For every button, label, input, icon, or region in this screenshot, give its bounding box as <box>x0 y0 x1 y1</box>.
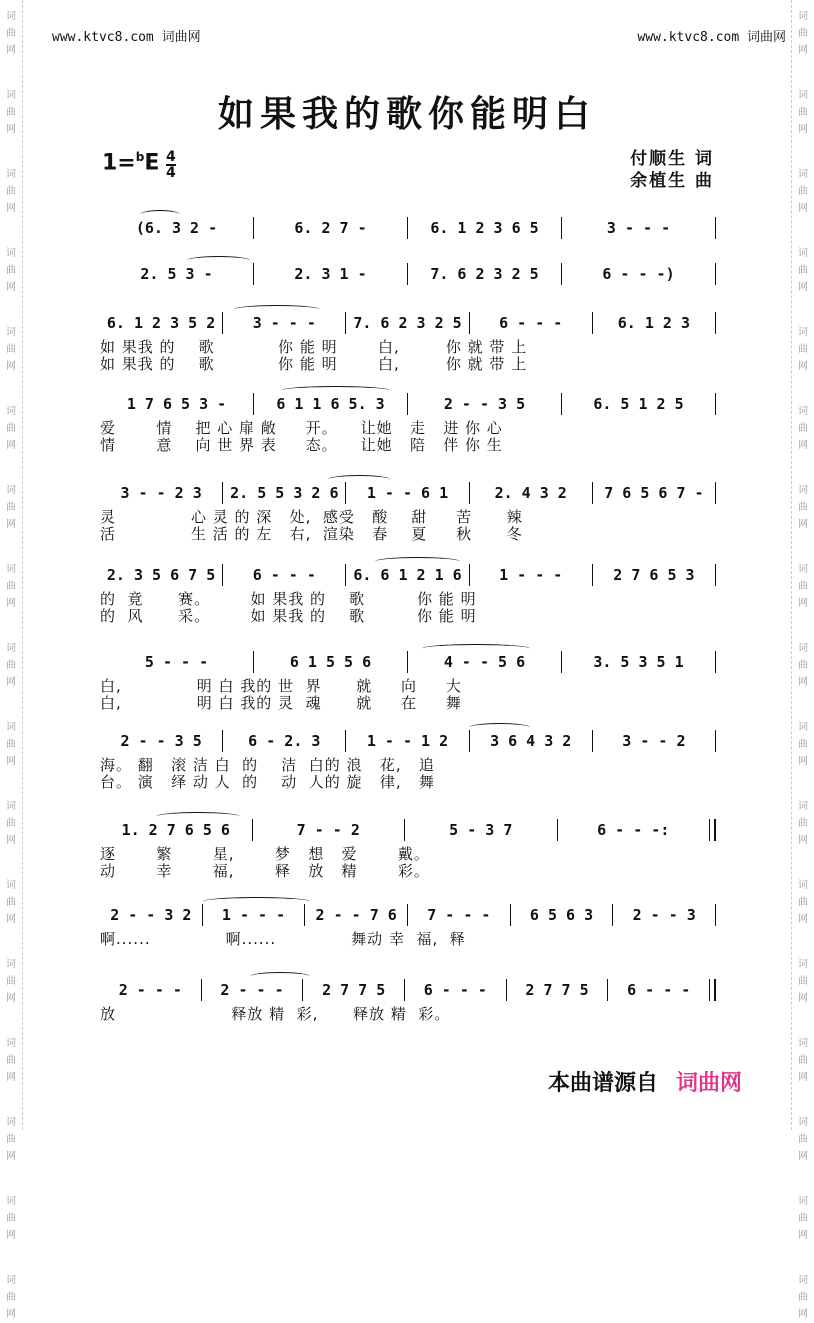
watermark-group <box>792 956 814 1007</box>
watermark-char: 曲 <box>6 739 16 750</box>
watermark-char: 网 <box>798 45 808 56</box>
bar-line <box>709 979 716 1001</box>
watermark-char: 词 <box>6 959 16 970</box>
watermark-char: 网 <box>798 756 808 767</box>
time-signature <box>166 150 176 180</box>
watermark-char: 词 <box>798 643 808 654</box>
watermark-char: 曲 <box>798 1134 808 1145</box>
watermark-char: 曲 <box>6 660 16 671</box>
watermark-char: 词 <box>6 406 16 417</box>
lyric-line-2: 台。 演 绎 动 人 的 动 人的 旋 律, 舞 <box>100 773 435 791</box>
measure: 2 - - 3 5 <box>443 395 526 413</box>
watermark-group <box>0 719 22 770</box>
slur-mark <box>328 475 390 484</box>
measure: 3. 5 3 5 1 <box>593 653 684 671</box>
watermark-group <box>792 245 814 296</box>
watermark-char: 网 <box>798 1072 808 1083</box>
watermark-char: 词 <box>798 801 808 812</box>
slur-mark <box>140 210 180 219</box>
watermark-char: 词 <box>798 90 808 101</box>
watermark-char: 网 <box>6 677 16 688</box>
measure: 2 7 6 5 3 <box>613 566 695 584</box>
lyric-line-1: 啊...... 啊...... 舞动 幸 福, 释 <box>100 930 466 948</box>
watermark-char: 网 <box>798 1151 808 1162</box>
measure: 2 - - 3 2 <box>110 906 192 924</box>
measure: 6 - 2. 3 <box>248 732 321 750</box>
watermark-char: 词 <box>798 169 808 180</box>
watermark-group <box>0 166 22 217</box>
lyric-line-1: 海。 翻 滚 洁 白 的 洁 白的 浪 花, 追 <box>100 756 435 774</box>
staff-row <box>100 481 716 505</box>
measure: 6 - - - <box>499 314 563 332</box>
watermark-char: 曲 <box>798 28 808 39</box>
watermark-char: 网 <box>798 835 808 846</box>
watermark-group <box>0 482 22 533</box>
footer-source-label: 本曲谱源自 <box>548 1071 659 1096</box>
watermark-char: 网 <box>6 1230 16 1241</box>
site-url-right[interactable]: www.ktvc8.com 词曲网 <box>637 30 786 45</box>
watermark-char: 曲 <box>6 502 16 513</box>
watermark-char: 网 <box>6 598 16 609</box>
measure: 7. 6 2 3 2 5 <box>430 265 539 283</box>
watermark-char: 网 <box>6 1309 16 1320</box>
watermark-char: 词 <box>6 90 16 101</box>
watermark-char: 词 <box>6 880 16 891</box>
lyric-line-1: 如 果我 的 歌 你 能 明 白, 你 就 带 上 <box>100 338 528 356</box>
measure: 2 - - - <box>220 981 284 999</box>
site-url-left[interactable]: www.ktvc8.com 词曲网 <box>52 30 201 45</box>
bar-line <box>715 482 716 504</box>
watermark-char: 词 <box>798 1196 808 1207</box>
measure: 2. 4 3 2 <box>494 484 567 502</box>
measure: 4 - - 5 6 <box>443 653 526 671</box>
watermark-char: 网 <box>798 1309 808 1320</box>
watermark-group <box>792 877 814 928</box>
bar-line <box>715 217 716 239</box>
bar-line <box>715 904 716 926</box>
watermark-group <box>792 166 814 217</box>
lyric-line-2: 情 意 向 世 界 表 态。 让她 陪 伴 你 生 <box>100 436 503 454</box>
bar-line <box>715 730 716 752</box>
watermark-char: 曲 <box>798 186 808 197</box>
measure: 2 7 7 5 <box>525 981 589 999</box>
watermark-group <box>0 1272 22 1323</box>
measure: 3 - - - <box>606 219 671 237</box>
measure: 6 5 6 3 <box>529 906 594 924</box>
measure: 7 - - - <box>427 906 491 924</box>
watermark-char: 曲 <box>6 423 16 434</box>
slur-mark <box>203 897 310 906</box>
lyricist-credit: 付顺生 词 <box>630 149 714 169</box>
watermark-char: 词 <box>798 959 808 970</box>
watermark-char: 词 <box>6 643 16 654</box>
watermark-char: 曲 <box>798 265 808 276</box>
bar-line <box>709 819 716 841</box>
staff-row <box>100 563 716 587</box>
watermark-char: 曲 <box>6 897 16 908</box>
measure: 1 - - 6 1 <box>366 484 449 502</box>
bar-line <box>715 564 716 586</box>
watermark-char: 词 <box>6 169 16 180</box>
watermark-char: 网 <box>798 677 808 688</box>
watermark-group <box>792 1114 814 1165</box>
measure: 6 1 1 6 5. 3 <box>276 395 385 413</box>
watermark-char: 词 <box>6 248 16 259</box>
measure: 2 - - 3 5 <box>120 732 202 750</box>
measure: (6. 3 2 - <box>135 219 218 237</box>
watermark-char: 网 <box>798 598 808 609</box>
watermark-char: 曲 <box>798 423 808 434</box>
lyric-line-1: 爱 情 把 心 扉 敞 开。 让她 走 进 你 心 <box>100 419 503 437</box>
watermark-group <box>0 877 22 928</box>
watermark-group <box>792 1193 814 1244</box>
watermark-char: 曲 <box>6 1213 16 1224</box>
watermark-group <box>792 561 814 612</box>
measure: 1. 2 7 6 5 6 <box>121 821 230 839</box>
watermark-group <box>792 1272 814 1323</box>
watermark-char: 词 <box>798 11 808 22</box>
watermark-char: 曲 <box>798 660 808 671</box>
measure: 6 - - -: <box>597 821 670 839</box>
watermark-char: 词 <box>798 248 808 259</box>
watermark-char: 词 <box>798 1038 808 1049</box>
watermark-char: 词 <box>6 1196 16 1207</box>
watermark-group <box>792 1035 814 1086</box>
watermark-group <box>792 482 814 533</box>
measure: 6. 2 7 - <box>294 219 367 237</box>
watermark-char: 网 <box>6 282 16 293</box>
measure: 2. 5 3 - <box>140 265 213 283</box>
watermark-char: 词 <box>798 880 808 891</box>
slur-mark <box>250 972 310 981</box>
watermark-group <box>792 324 814 375</box>
watermark-char: 曲 <box>6 581 16 592</box>
lyric-line-2: 白, 明 白 我的 灵 魂 就 在 舞 <box>100 694 462 712</box>
watermark-char: 词 <box>6 722 16 733</box>
bar-line <box>715 263 716 285</box>
key-note: E <box>144 150 160 176</box>
lyric-line-1: 灵 心 灵 的 深 处, 感受 酸 甜 苦 辣 <box>100 508 523 526</box>
slur-mark <box>469 723 530 732</box>
key-prefix: 1= <box>102 150 136 176</box>
watermark-char: 曲 <box>798 1213 808 1224</box>
watermark-char: 网 <box>798 361 808 372</box>
measure: 3 - - 2 3 <box>120 484 202 502</box>
watermark-char: 曲 <box>798 818 808 829</box>
watermark-char: 网 <box>798 282 808 293</box>
watermark-char: 曲 <box>798 581 808 592</box>
measure: 2. 3 5 6 7 5 <box>106 566 216 584</box>
watermark-char: 曲 <box>6 186 16 197</box>
watermark-group <box>0 1035 22 1086</box>
measure: 1 7 6 5 3 - <box>126 395 227 413</box>
lyric-line-2: 如 果我 的 歌 你 能 明 白, 你 就 带 上 <box>100 355 528 373</box>
measure: 6. 1 2 3 6 5 <box>430 219 539 237</box>
measure: 2. 3 1 - <box>294 265 367 283</box>
watermark-char: 词 <box>6 1038 16 1049</box>
bar-line <box>715 651 716 673</box>
measure: 3 - - 2 <box>622 732 686 750</box>
key-signature <box>102 150 159 175</box>
watermark-char: 网 <box>798 124 808 135</box>
staff-row <box>100 729 716 753</box>
slur-mark <box>422 644 530 653</box>
watermark-char: 网 <box>798 519 808 530</box>
lyric-line-2: 活 生 活 的 左 右, 渲染 春 夏 秋 冬 <box>100 525 523 543</box>
watermark-char: 网 <box>6 440 16 451</box>
watermark-group <box>792 719 814 770</box>
watermark-char: 网 <box>6 756 16 767</box>
watermark-char: 词 <box>798 327 808 338</box>
left-watermark-strip <box>0 0 23 1320</box>
watermark-char: 网 <box>6 45 16 56</box>
watermark-char: 曲 <box>6 1134 16 1145</box>
staff-row <box>100 216 716 240</box>
measure: 3 6 4 3 2 <box>490 732 572 750</box>
measure: 2 - - 3 <box>632 906 696 924</box>
watermark-char: 网 <box>6 835 16 846</box>
staff-row <box>100 650 716 674</box>
watermark-char: 网 <box>6 1072 16 1083</box>
slur-mark <box>187 256 250 265</box>
watermark-char: 词 <box>798 1117 808 1128</box>
measure: 6. 1 2 3 5 2 <box>106 314 216 332</box>
watermark-char: 网 <box>798 203 808 214</box>
watermark-char: 词 <box>6 485 16 496</box>
meter-top: 4 <box>166 149 176 165</box>
watermark-char: 词 <box>798 564 808 575</box>
watermark-group <box>0 640 22 691</box>
slur-mark <box>234 305 320 314</box>
watermark-char: 词 <box>6 801 16 812</box>
watermark-group <box>0 1193 22 1244</box>
watermark-char: 曲 <box>798 502 808 513</box>
lyric-line-2: 的 风 采。 如 果我 的 歌 你 能 明 <box>100 607 477 625</box>
watermark-char: 网 <box>6 519 16 530</box>
watermark-char: 网 <box>6 361 16 372</box>
watermark-char: 曲 <box>6 344 16 355</box>
staff-row <box>100 311 716 335</box>
measure: 3 - - - <box>252 314 316 332</box>
watermark-char: 网 <box>798 993 808 1004</box>
measure: 5 - 3 7 <box>449 821 513 839</box>
measure: 1 - - - <box>221 906 286 924</box>
watermark-group <box>0 245 22 296</box>
measure: 7 - - 2 <box>296 821 360 839</box>
watermark-char: 词 <box>6 327 16 338</box>
watermark-char: 词 <box>6 564 16 575</box>
watermark-group <box>0 956 22 1007</box>
staff-row <box>100 903 716 927</box>
watermark-char: 词 <box>798 485 808 496</box>
song-title: 如果我的歌你能明白 <box>217 93 596 135</box>
watermark-char: 曲 <box>798 344 808 355</box>
measure: 2 7 7 5 <box>322 981 386 999</box>
watermark-char: 词 <box>798 722 808 733</box>
watermark-char: 词 <box>6 11 16 22</box>
measure: 1 - - - <box>499 566 563 584</box>
composer-credit: 余植生 曲 <box>630 171 714 191</box>
footer-brand-link[interactable]: 词曲网 <box>676 1071 743 1096</box>
watermark-char: 曲 <box>6 107 16 118</box>
lyric-line-2: 动 幸 福, 释 放 精 彩。 <box>100 862 430 880</box>
watermark-char: 词 <box>798 406 808 417</box>
credits <box>630 148 714 192</box>
measure: 6 - - - <box>627 981 691 999</box>
watermark-char: 网 <box>6 1151 16 1162</box>
slur-mark <box>281 386 390 395</box>
watermark-char: 网 <box>798 1230 808 1241</box>
watermark-group <box>0 1114 22 1165</box>
watermark-group <box>0 798 22 849</box>
footer-source <box>548 1066 742 1097</box>
right-watermark-strip <box>791 0 814 1320</box>
watermark-group <box>0 561 22 612</box>
watermark-group <box>792 640 814 691</box>
staff-row <box>100 818 716 842</box>
measure: 7 6 5 6 7 - <box>604 484 704 502</box>
lyric-line-1: 白, 明 白 我的 世 界 就 向 大 <box>100 677 462 695</box>
lyric-line-1: 的 竟 赛。 如 果我 的 歌 你 能 明 <box>100 590 477 608</box>
watermark-char: 网 <box>798 440 808 451</box>
staff-row <box>100 978 716 1002</box>
measure: 1 - - 1 2 <box>366 732 449 750</box>
watermark-group <box>0 324 22 375</box>
watermark-char: 曲 <box>798 1292 808 1303</box>
measure: 6 1 5 5 6 <box>289 653 372 671</box>
measure: 7. 6 2 3 2 5 <box>353 314 462 332</box>
watermark-char: 曲 <box>6 1055 16 1066</box>
watermark-char: 曲 <box>6 265 16 276</box>
meter-bottom: 4 <box>166 165 176 181</box>
bar-line <box>715 312 716 334</box>
watermark-char: 网 <box>6 124 16 135</box>
lyric-line-1: 逐 繁 星, 梦 想 爱 戴。 <box>100 845 430 863</box>
watermark-group <box>0 403 22 454</box>
watermark-group <box>792 403 814 454</box>
measure: 6. 1 2 3 <box>617 314 691 332</box>
watermark-group <box>0 8 22 59</box>
watermark-char: 词 <box>798 1275 808 1286</box>
measure: 6 - - - <box>252 566 316 584</box>
watermark-char: 网 <box>6 993 16 1004</box>
watermark-char: 曲 <box>798 976 808 987</box>
lyric-line-1: 放 释放 精 彩, 释放 精 彩。 <box>100 1005 451 1023</box>
watermark-char: 曲 <box>6 1292 16 1303</box>
staff-row <box>100 392 716 416</box>
measure: 6 - - -) <box>602 265 675 283</box>
watermark-char: 词 <box>6 1117 16 1128</box>
measure: 5 - - - <box>144 653 209 671</box>
measure: 2 - - - <box>118 981 182 999</box>
watermark-char: 曲 <box>6 818 16 829</box>
watermark-char: 网 <box>6 914 16 925</box>
watermark-group <box>792 798 814 849</box>
watermark-char: 曲 <box>798 107 808 118</box>
slur-mark <box>375 557 460 566</box>
measure: 2 - - 7 6 <box>315 906 397 924</box>
slur-mark <box>156 812 240 821</box>
measure: 6. 6 1 2 1 6 <box>353 566 462 584</box>
staff-row <box>100 262 716 286</box>
measure: 2. 5 5 3 2 6 <box>230 484 339 502</box>
watermark-group <box>792 8 814 59</box>
bar-line <box>715 393 716 415</box>
watermark-char: 曲 <box>798 739 808 750</box>
watermark-char: 曲 <box>6 976 16 987</box>
watermark-char: 网 <box>798 914 808 925</box>
measure: 6. 5 1 2 5 <box>593 395 684 413</box>
measure: 6 - - - <box>423 981 487 999</box>
watermark-char: 词 <box>6 1275 16 1286</box>
watermark-char: 网 <box>6 203 16 214</box>
flat-sign: b <box>135 150 145 164</box>
watermark-char: 曲 <box>798 897 808 908</box>
watermark-char: 曲 <box>6 28 16 39</box>
watermark-char: 曲 <box>798 1055 808 1066</box>
